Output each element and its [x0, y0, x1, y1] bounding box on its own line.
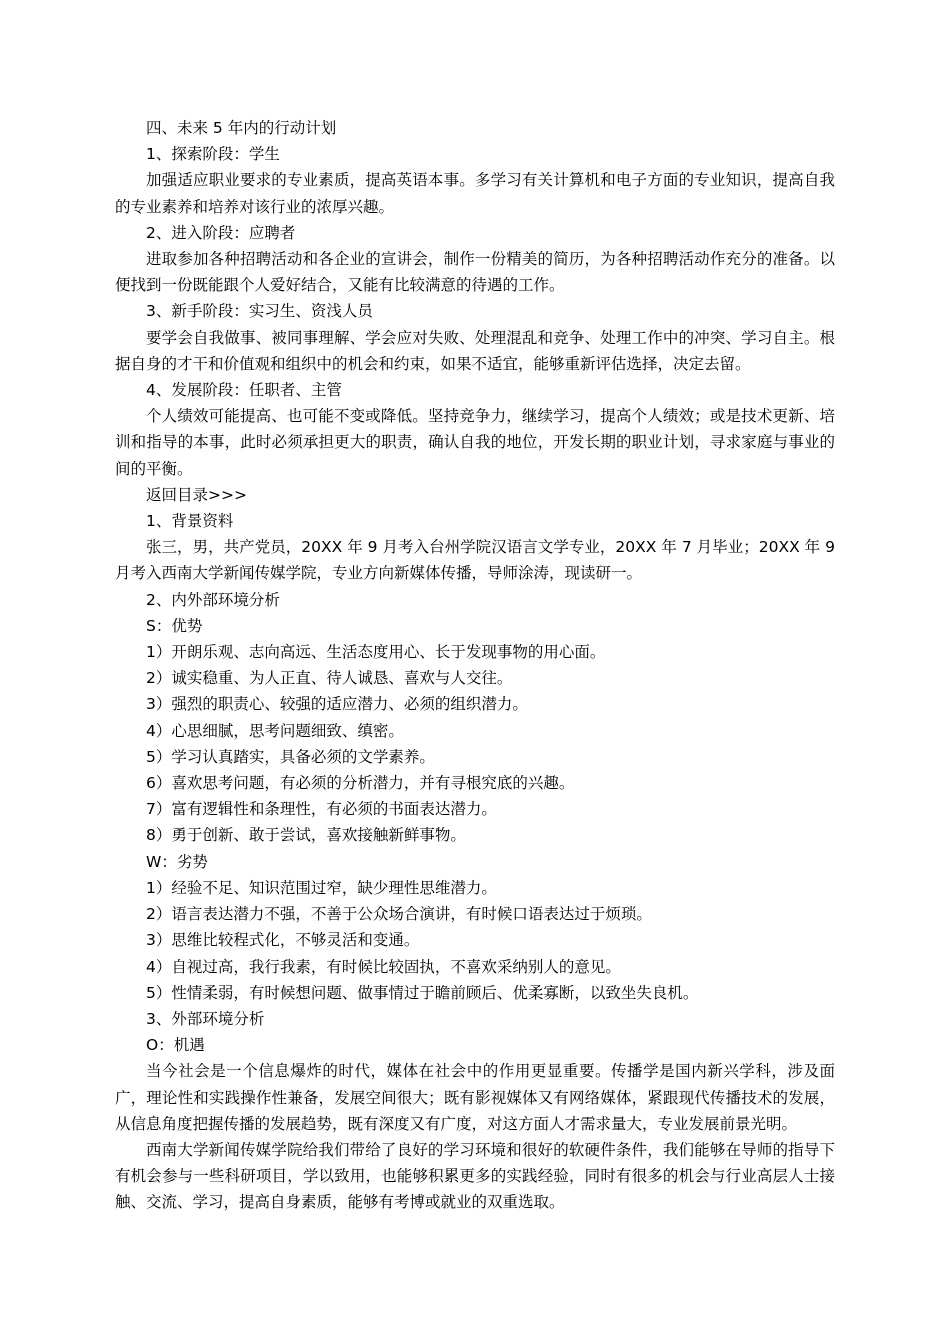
body-paragraph: 进取参加各种招聘活动和各企业的宣讲会，制作一份精美的简历，为各种招聘活动作充分的准备。以便找到一份既能跟个人爱好结合，又能有比较满意的待遇的工作。: [115, 250, 835, 295]
subheading-weaknesses: W：劣势: [146, 852, 208, 871]
body-paragraph: 张三，男，共产党员，20XX 年 9 月考入台州学院汉语言文学专业，20XX 年 7 月毕业；20XX 年 9 月考入西南大学新闻传媒学院，专业方向新媒体传播，导师涂涛，现读研一。: [115, 538, 835, 583]
list-item: 1）经验不足、知识范围过窄，缺少理性思维潜力。: [146, 878, 497, 897]
list-item: 3）思维比较程式化，不够灵活和变通。: [146, 931, 420, 950]
subheading-opportunities: O：机遇: [146, 1036, 205, 1055]
section-heading-action-plan: 四、未来 5 年内的行动计划: [146, 119, 337, 137]
body-paragraph: 个人绩效可能提高、也可能不变或降低。坚持竞争力，继续学习，提高个人绩效；或是技术更新、培训和指导的本事，此时必须承担更大的职责，确认自我的地位，开发长期的职业计划，寻求家庭与事业的间的平衡。: [115, 407, 835, 478]
list-item: 8）勇于创新、敢于尝试，喜欢接触新鲜事物。: [146, 826, 466, 845]
subheading-strengths: S：优势: [146, 616, 203, 635]
body-paragraph: 西南大学新闻传媒学院给我们带给了良好的学习环境和很好的软硬件条件，我们能够在导师的指导下有机会参与一些科研项目，学以致用，也能够积累更多的实践经验，同时有很多的机会与行业高层人士接触、交流、学习，提高自身素质，能够有考博或就业的双重选取。: [115, 1140, 835, 1212]
body-paragraph: 当今社会是一个信息爆炸的时代，媒体在社会中的作用更显重要。传播学是国内新兴学科，涉及面广，理论性和实践操作性兼备，发展空间很大；既有影视媒体又有网络媒体，紧跟现代传播技术的发展，从信息角度把握传播的发展趋势，既有深度又有广度，对这方面人才需求量大，专业发展前景光明。: [115, 1062, 835, 1133]
list-item: 3）强烈的职责心、较强的适应潜力、必须的组织潜力。: [146, 695, 528, 714]
section-heading-external: 3、外部环境分析: [146, 1009, 265, 1028]
list-item: 5）性情柔弱，有时候想问题、做事情过于瞻前顾后、优柔寡断，以致坐失良机。: [146, 983, 699, 1002]
section-heading-environment: 2、内外部环境分析: [146, 590, 280, 609]
list-item: 4）自视过高，我行我素，有时候比较固执，不喜欢采纳别人的意见。: [146, 957, 621, 976]
list-item: 7）富有逻辑性和条理性，有必须的书面表达潜力。: [146, 800, 497, 819]
stage-heading-explore: 1、探索阶段：学生: [146, 145, 280, 164]
list-item: 6）喜欢思考问题，有必须的分析潜力，并有寻根究底的兴趣。: [146, 774, 575, 793]
stage-heading-develop: 4、发展阶段：任职者、主管: [146, 381, 342, 400]
section-heading-background: 1、背景资料: [146, 512, 234, 531]
body-paragraph: 要学会自我做事、被同事理解、学会应对失败、处理混乱和竞争、处理工作中的冲突、学习自主。根据自身的才干和价值观和组织中的机会和约束，如果不适宜，能够重新评估选择，决定去留。: [115, 328, 835, 373]
document-page: [115, 115, 835, 1216]
list-item: 2）诚实稳重、为人正直、待人诚恳、喜欢与人交往。: [146, 669, 513, 688]
back-to-toc-text: 返回目录>>>: [146, 485, 247, 504]
stage-heading-enter: 2、进入阶段：应聘者: [146, 223, 296, 242]
list-item: 1）开朗乐观、志向高远、生活态度用心、长于发现事物的用心面。: [146, 643, 606, 662]
stage-heading-novice: 3、新手阶段：实习生、资浅人员: [146, 302, 373, 321]
list-item: 5）学习认真踏实，具备必须的文学素养。: [146, 747, 435, 766]
list-item: 4）心思细腻，思考问题细致、缜密。: [146, 721, 404, 740]
list-item: 2）语言表达潜力不强，不善于公众场合演讲，有时候口语表达过于烦琐。: [146, 905, 652, 924]
body-paragraph: 加强适应职业要求的专业素质，提高英语本事。多学习有关计算机和电子方面的专业知识，提高自我的专业素养和培养对该行业的浓厚兴趣。: [115, 171, 835, 216]
